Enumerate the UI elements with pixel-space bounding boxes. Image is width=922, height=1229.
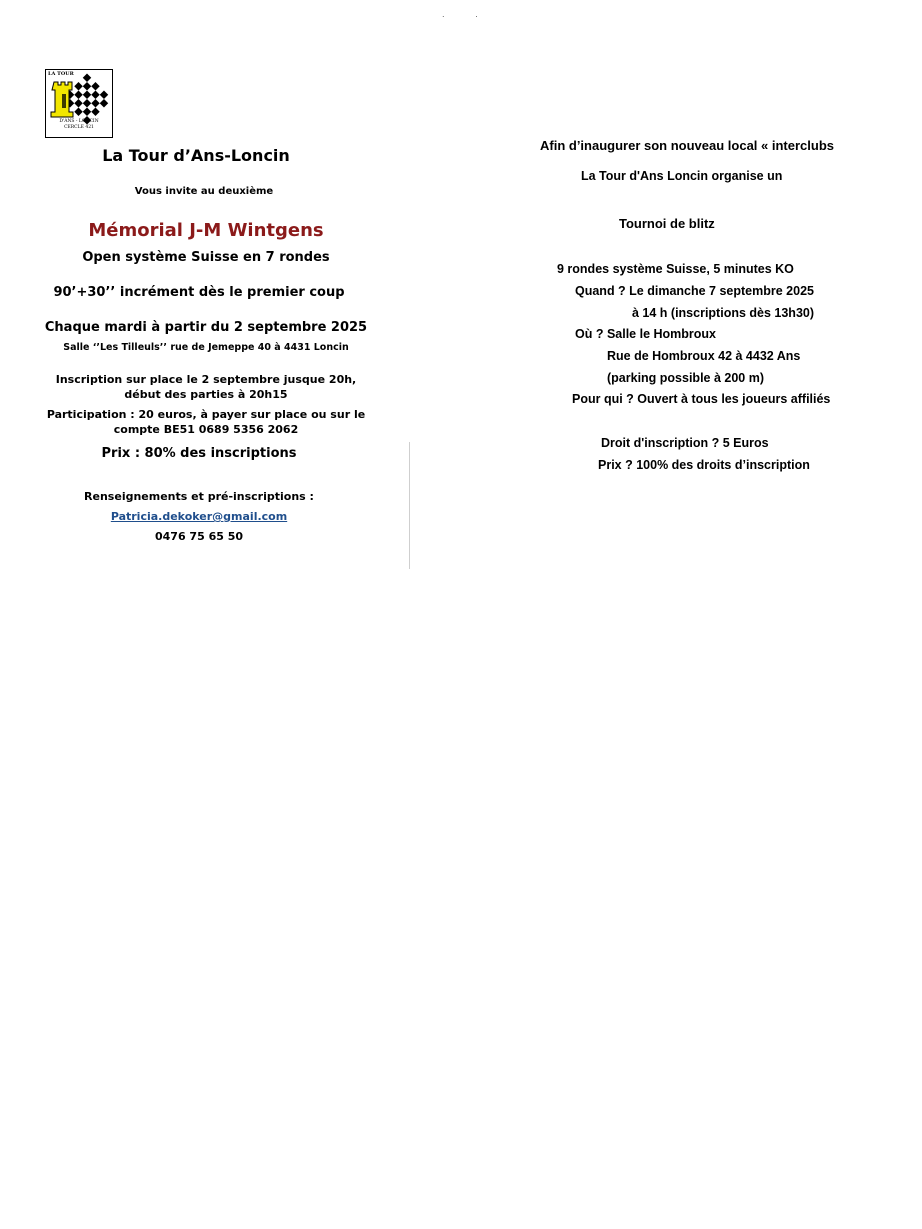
scan-marks: . . xyxy=(442,10,492,19)
email-link[interactable]: Patricia.dekoker@gmail.com xyxy=(110,510,288,523)
logo-bottom-text-2: CERCLE 421 xyxy=(64,125,94,130)
participation-line-1: Participation : 20 euros, à payer sur place ou sur le xyxy=(46,408,366,421)
logo-bottom-text: D'ANS - LONCIN xyxy=(59,119,99,124)
event-title: Mémorial J-M Wintgens xyxy=(88,220,324,241)
schedule: Chaque mardi à partir du 2 septembre 2025 xyxy=(44,320,368,335)
who-line: Pour qui ? Ouvert à tous les joueurs affiliés xyxy=(572,392,831,406)
column-divider xyxy=(409,442,410,569)
time-control: 90’+30’’ incrément dès le premier coup xyxy=(53,285,345,300)
invite-text: Vous invite au deuxième xyxy=(134,186,274,197)
where-line-3: (parking possible à 200 m) xyxy=(607,371,764,385)
fee-line: Droit d'inscription ? 5 Euros xyxy=(601,436,769,450)
logo-top-text: LA TOUR xyxy=(48,71,74,77)
when-line-1: Quand ? Le dimanche 7 septembre 2025 xyxy=(575,284,814,298)
blitz-title: Tournoi de blitz xyxy=(619,216,715,231)
left-prize: Prix : 80% des inscriptions xyxy=(101,446,297,461)
registration-line-2: début des parties à 20h15 xyxy=(124,388,288,401)
left-format: Open système Suisse en 7 rondes xyxy=(82,250,330,265)
when-line-2: à 14 h (inscriptions dès 13h30) xyxy=(632,306,815,320)
where-line-1: Où ? Salle le Hombroux xyxy=(575,327,716,341)
participation-line-2: compte BE51 0689 5356 2062 xyxy=(113,423,299,436)
blitz-format: 9 rondes système Suisse, 5 minutes KO xyxy=(557,262,794,276)
phone-number: 0476 75 65 50 xyxy=(154,530,244,543)
registration-line-1: Inscription sur place le 2 septembre jusque 20h, xyxy=(55,373,357,386)
club-name: La Tour d’Ans-Loncin xyxy=(102,146,290,165)
venue: Salle ‘’Les Tilleuls’’ rue de Jemeppe 40 à 4431 Loncin xyxy=(63,342,349,353)
where-line-2: Rue de Hombroux 42 à 4432 Ans xyxy=(607,349,801,363)
club-logo xyxy=(45,69,113,138)
right-prize: Prix ? 100% des droits d’inscription xyxy=(598,458,810,472)
info-label: Renseignements et pré-inscriptions : xyxy=(84,490,314,503)
intro-text: Afin d’inaugurer son nouveau local « interclubs xyxy=(540,138,834,153)
organiser-text: La Tour d'Ans Loncin organise un xyxy=(581,169,783,183)
